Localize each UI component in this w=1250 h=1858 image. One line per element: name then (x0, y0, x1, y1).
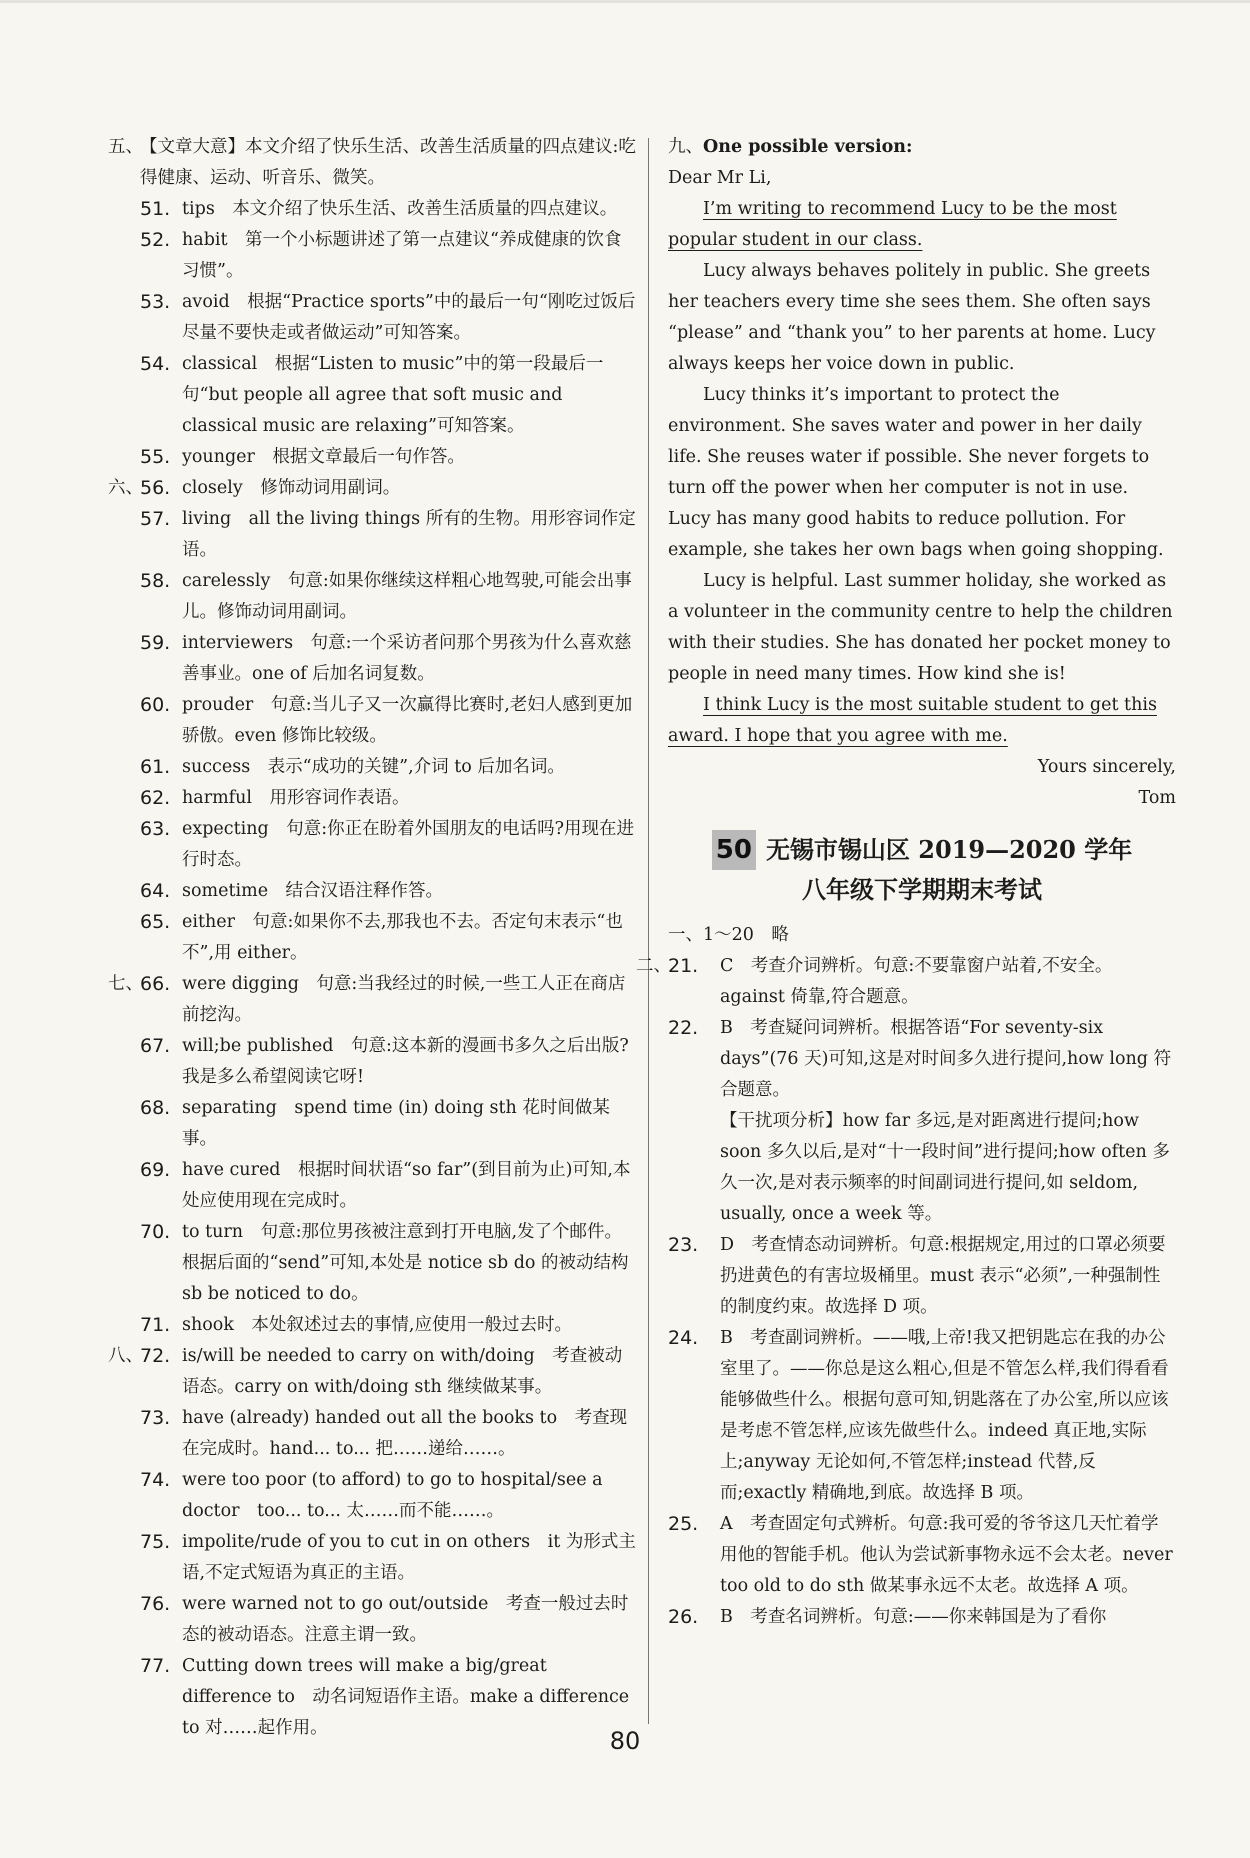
item-text: younger 根据文章最后一句作答。 (182, 447, 465, 467)
answer-item (108, 1155, 638, 1217)
section-label: 九、 (668, 137, 703, 157)
item-text: prouder 句意:当儿子又一次赢得比赛时,老妇人感到更加骄傲。even 修饰比较级。 (182, 695, 633, 746)
item-number: 77. (140, 1655, 171, 1677)
item-text: were warned not to go out/outside 考查一般过去时态的被动语态。注意主谓一致。 (182, 1594, 629, 1645)
answer-item (108, 1031, 638, 1093)
item-number: 62. (140, 787, 171, 809)
answer-item (108, 814, 638, 876)
item-text: habit 第一个小标题讲述了第一点建议“养成健康的饮食习惯”。 (182, 230, 622, 281)
answer-item (108, 1589, 638, 1651)
item-number: 53. (140, 291, 171, 313)
item-text: success 表示“成功的关键”,介词 to 后加名词。 (182, 757, 565, 777)
item-text: expecting 句意:你正在盼着外国朋友的电话吗?用现在进行时态。 (182, 819, 634, 870)
letter-paragraph-5: I think Lucy is the most suitable student to get this award. I hope that you agree with me. (668, 695, 1157, 746)
item-text: A 考查固定句式辨析。句意:我可爱的爷爷这几天忙着学用他的智能手机。他认为尝试新事物永远不会太老。never too old to do sth 做某事永远不太老。故选择 A 项。 (720, 1514, 1173, 1596)
item-text: living all the living things 所有的生物。用形容词作定语。 (182, 509, 636, 560)
item-number: 58. (140, 570, 171, 592)
answer-item (668, 1106, 1176, 1230)
item-number: 55. (140, 446, 171, 468)
item-text: B 考查疑问词辨析。根据答语“For seventy-six days”(76 天)可知,这是对时间多久进行提问,how long 符合题意。 (720, 1018, 1172, 1100)
item-text: have (already) handed out all the books to 考查现在完成时。hand... to... 把……递给……。 (182, 1408, 628, 1459)
item-number: 52. (140, 229, 171, 251)
item-number: 61. (140, 756, 171, 778)
answer-item (108, 876, 638, 907)
answer-item (108, 1217, 638, 1310)
item-number: 56. (140, 477, 171, 499)
item-text: impolite/rude of you to cut in on others it 为形式主语,不定式短语为真正的主语。 (182, 1532, 636, 1583)
item-text: shook 本处叙述过去的事情,应使用一般过去时。 (182, 1315, 572, 1335)
section-label: 八、 (108, 1346, 143, 1366)
unit-number-badge: 50 (712, 830, 756, 870)
item-text: avoid 根据“Practice sports”中的最后一句“刚吃过饭后尽量不要快走或者做运动”可知答案。 (182, 292, 636, 343)
section-2 (636, 951, 1176, 1633)
answer-item (108, 566, 638, 628)
item-number: 64. (140, 880, 171, 902)
letter-closing: Yours sincerely, (1037, 757, 1176, 777)
answer-item (108, 1403, 638, 1465)
section-label: 二、 (636, 956, 671, 976)
item-text: classical 根据“Listen to music”中的第一段最后一句“but people all agree that soft music and classical music are relaxing”可知答案。 (182, 354, 604, 436)
column-divider (648, 138, 649, 1724)
item-text: were too poor (to afford) to go to hospital/see a doctor too... to... 太……而不能……。 (182, 1470, 603, 1521)
item-text: 【干扰项分析】how far 多远,是对距离进行提问;how soon 多久以后,是对“十一段时间”进行提问;how often 多久一次,是对表示频率的时间副词进行提问,如 seldom, usually, once a week 等。 (720, 1111, 1170, 1224)
page-top-edge (0, 0, 1250, 3)
item-text: will;be published 句意:这本新的漫画书多久之后出版?我是多么希望阅读它呀! (182, 1036, 629, 1087)
unit-title-line-2: 八年级下学期期末考试 (802, 875, 1042, 904)
answer-item (108, 349, 638, 442)
item-text: closely 修饰动词用副词。 (182, 478, 401, 498)
item-text: C 考查介词辨析。句意:不要靠窗户站着,不安全。against 倚靠,符合题意。 (720, 956, 1113, 1007)
item-text: tips 本文介绍了快乐生活、改善生活质量的四点建议。 (182, 199, 618, 219)
left-column (108, 132, 638, 1744)
answer-item (108, 1310, 638, 1341)
letter-signature: Tom (1138, 788, 1176, 808)
answer-item (108, 783, 638, 814)
answer-item (108, 504, 638, 566)
item-text: harmful 用形容词作表语。 (182, 788, 410, 808)
right-answer-list (636, 951, 1176, 1633)
section-label: 六、 (108, 478, 143, 498)
answer-item (636, 951, 1176, 1013)
item-number: 24. (668, 1327, 699, 1349)
item-number: 26. (668, 1606, 699, 1628)
item-number: 22. (668, 1017, 699, 1039)
item-text: Cutting down trees will make a big/great difference to 动名词短语作主语。make a difference to 对……起作用。 (182, 1656, 630, 1738)
section-label: 七、 (108, 974, 143, 994)
item-text: is/will be needed to carry on with/doing 考查被动语态。carry on with/doing sth 继续做某事。 (182, 1346, 623, 1397)
section-5-intro (108, 132, 638, 194)
answer-item (108, 287, 638, 349)
item-text: were digging 句意:当我经过的时候,一些工人正在商店前挖沟。 (182, 974, 626, 1025)
answer-item (668, 1230, 1176, 1323)
answer-item (108, 1093, 638, 1155)
answer-item (668, 1323, 1176, 1509)
letter-paragraph-3: Lucy thinks it’s important to protect the environment. She saves water and power in her daily life. She reuses water if possible. She never forgets to turn off the power when her computer is not in use. Lucy has many good habits to reduce pollution. For example, she takes her own bags when going shopping. (668, 385, 1164, 560)
left-answer-list (108, 194, 638, 1744)
answer-item (108, 628, 638, 690)
section-label: 五、 (108, 137, 143, 157)
letter-paragraph-2: Lucy always behaves politely in public. She greets her teachers every time she sees them. She often says “please” and “thank you” to her parents at home. Lucy always keeps her voice down in public. (668, 261, 1156, 374)
item-number: 51. (140, 198, 171, 220)
item-number: 65. (140, 911, 171, 933)
answer-item (108, 1341, 638, 1403)
section-9-header (668, 132, 1176, 163)
item-text: to turn 句意:那位男孩被注意到打开电脑,发了个邮件。根据后面的“send”可知,本处是 notice sb do 的被动结构 sb be noticed to do。 (182, 1222, 629, 1304)
answer-item (108, 1527, 638, 1589)
article-summary: 【文章大意】本文介绍了快乐生活、改善生活质量的四点建议:吃得健康、运动、听音乐、微笑。 (140, 137, 636, 188)
unit-heading (668, 830, 1176, 910)
answer-item (668, 1013, 1176, 1106)
item-number: 70. (140, 1221, 171, 1243)
answer-item (108, 194, 638, 225)
item-number: 76. (140, 1593, 171, 1615)
essay-heading: One possible version: (703, 137, 913, 157)
answer-item (108, 473, 638, 504)
item-number: 75. (140, 1531, 171, 1553)
answer-item (108, 752, 638, 783)
item-text: interviewers 句意:一个采访者问那个男孩为什么喜欢慈善事业。one of 后加名词复数。 (182, 633, 632, 684)
letter-paragraph-4: Lucy is helpful. Last summer holiday, she worked as a volunteer in the community centre to help the children with their studies. She has donated her pocket money to people in need many times. How kind she is! (668, 571, 1173, 684)
item-number: 21. (668, 955, 699, 977)
item-text: B 考查副词辨析。——哦,上帝!我又把钥匙忘在我的办公室里了。——你总是这么粗心,但是不管怎么样,我们得看看能够做些什么。根据句意可知,钥匙落在了办公室,所以应该是考虑不管怎样,应该先做些什么。indeed 真正地,实际上;anyway 无论如何,不管怎样;instead 代替,反而;exactly 精确地,到底。故选择 B 项。 (720, 1328, 1169, 1503)
item-number: 25. (668, 1513, 699, 1535)
item-text: B 考查名词辨析。句意:——你来韩国是为了看你 (720, 1607, 1107, 1627)
item-number: 23. (668, 1234, 699, 1256)
right-column (636, 132, 1176, 1633)
item-number: 73. (140, 1407, 171, 1429)
answer-item (108, 1465, 638, 1527)
answer-item (668, 1602, 1176, 1633)
item-number: 69. (140, 1159, 171, 1181)
letter-salutation: Dear Mr Li, (668, 168, 772, 188)
answer-item (108, 690, 638, 752)
item-number: 67. (140, 1035, 171, 1057)
item-number: 71. (140, 1314, 171, 1336)
item-text: carelessly 句意:如果你继续这样粗心地驾驶,可能会出事儿。修饰动词用副词。 (182, 571, 632, 622)
item-number: 57. (140, 508, 171, 530)
item-number: 74. (140, 1469, 171, 1491)
item-text: separating spend time (in) doing sth 花时间做某事。 (182, 1098, 610, 1149)
section-1-answer: 一、1～20 略 (668, 925, 789, 945)
answer-item (108, 969, 638, 1031)
item-number: 66. (140, 973, 171, 995)
item-text: either 句意:如果你不去,那我也不去。否定句末表示“也不”,用 either。 (182, 912, 623, 963)
answer-item (108, 907, 638, 969)
answer-item (108, 442, 638, 473)
letter-paragraph-1: I’m writing to recommend Lucy to be the most popular student in our class. (668, 199, 1117, 250)
item-text: have cured 根据时间状语“so far”(到目前为止)可知,本处应使用现在完成时。 (182, 1160, 631, 1211)
unit-title-line-1: 无锡市锡山区 2019—2020 学年 (765, 835, 1133, 864)
item-number: 59. (140, 632, 171, 654)
item-number: 54. (140, 353, 171, 375)
item-text: sometime 结合汉语注释作答。 (182, 881, 444, 901)
item-number: 63. (140, 818, 171, 840)
item-number: 68. (140, 1097, 171, 1119)
item-number: 72. (140, 1345, 171, 1367)
item-number: 60. (140, 694, 171, 716)
item-text: D 考查情态动词辨析。句意:根据规定,用过的口罩必须要扔进黄色的有害垃圾桶里。must 表示“必须”,一种强制性的制度约束。故选择 D 项。 (720, 1235, 1166, 1317)
page-number: 80 (609, 1727, 641, 1755)
answer-item (108, 225, 638, 287)
answer-item (668, 1509, 1176, 1602)
